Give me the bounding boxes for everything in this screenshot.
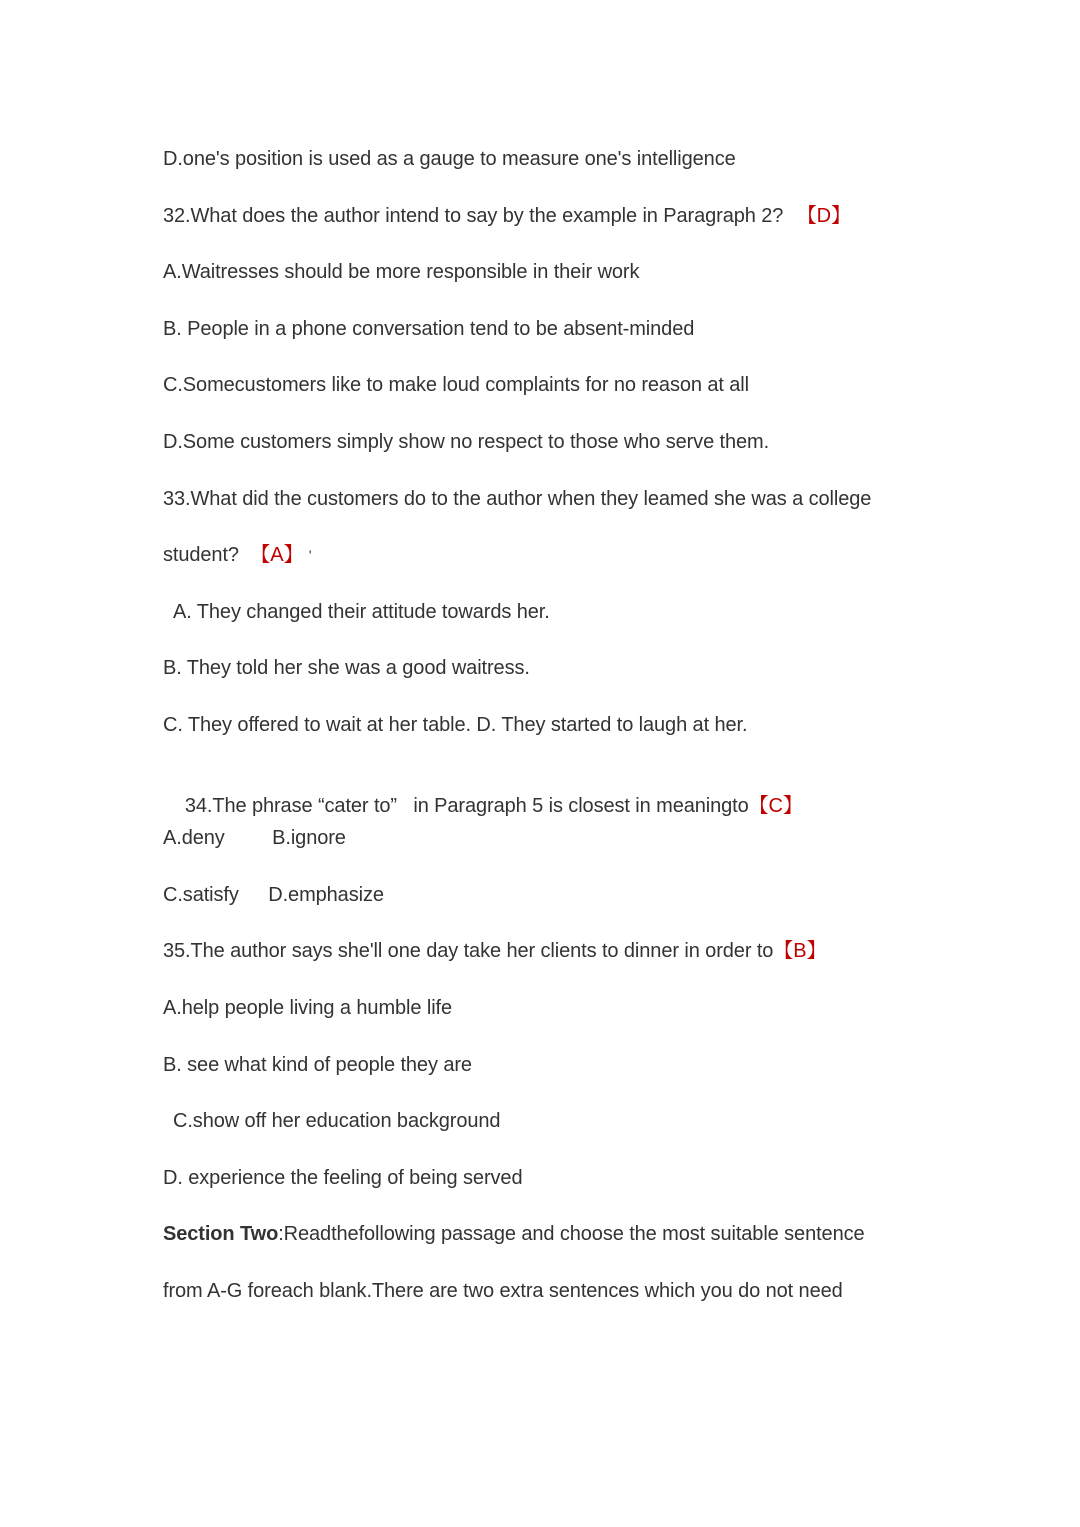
q35-option-b (163, 1053, 472, 1077)
q35-option-d (163, 1166, 522, 1190)
q33-option-cd-text: C. They offered to wait at her table. D. They started to laugh at her. (163, 714, 748, 736)
q32-answer: 【D】 (796, 205, 851, 227)
q32-option-b (163, 317, 694, 341)
q34-options-cd (163, 883, 384, 907)
q33-question-line2 (163, 543, 312, 567)
q33-option-cd (163, 713, 747, 737)
q35-option-c (173, 1109, 500, 1133)
q32-option-d-text: D.Some customers simply show no respect to those who serve them. (163, 431, 770, 453)
q33-option-a-text: A. They changed their attitude towards her. (173, 601, 550, 623)
q34-option-b: B.ignore (272, 827, 346, 849)
q34-option-d: D.emphasize (268, 884, 384, 906)
q34-option-a: A.deny (163, 827, 225, 849)
q33-question-line2-text: student? (163, 544, 239, 566)
q33-trailing-mark: ' (308, 547, 312, 563)
q33-answer: 【A】 (250, 544, 304, 566)
q34-question-text: 34.The phrase “cater to” in Paragraph 5 is closest in meaningto (184, 795, 749, 817)
q33-option-a (173, 600, 550, 624)
q31-option-d-text: D.one's position is used as a gauge to measure one's intelligence (163, 148, 736, 170)
q32-option-a (163, 260, 639, 284)
section-two-intro-line2 (163, 1279, 843, 1303)
q35-answer: 【B】 (773, 940, 827, 962)
q33-question-line1-text: 33.What did the customers do to the author when they leamed she was a college (163, 488, 872, 510)
q31-option-d (163, 147, 736, 171)
q35-option-b-text: B. see what kind of people they are (163, 1054, 472, 1076)
q33-option-b-text: B. They told her she was a good waitress. (163, 657, 530, 679)
q34-answer: 【C】 (748, 795, 803, 817)
q35-option-d-text: D. experience the feeling of being served (163, 1167, 523, 1189)
q35-question-text: 35.The author says she'll one day take her clients to dinner in order to (163, 940, 774, 962)
q32-option-c (163, 373, 749, 397)
q35-option-a-text: A.help people living a humble life (163, 997, 453, 1019)
section-two-intro-line1 (163, 1222, 865, 1246)
q34-option-c: C.satisfy (163, 884, 239, 906)
q33-question-line1 (163, 487, 871, 511)
q35-option-c-text: C.show off her education background (173, 1110, 501, 1132)
section-two-text-line2: from A-G foreach blank.There are two extra sentences which you do not need (163, 1280, 843, 1302)
section-two-heading: Section Two (163, 1223, 279, 1245)
q32-question-text: 32.What does the author intend to say by the example in Paragraph 2? (163, 205, 784, 227)
q35-question (163, 939, 826, 963)
q35-option-a (163, 996, 452, 1020)
q34-options-ab (163, 826, 346, 850)
q32-option-a-text: A.Waitresses should be more responsible in their work (163, 261, 640, 283)
q32-option-b-text: B. People in a phone conversation tend to be absent-minded (163, 318, 695, 340)
q33-option-b (163, 656, 530, 680)
q32-question (163, 204, 851, 228)
section-two-text-line1: :Readthefollowing passage and choose the most suitable sentence (278, 1223, 865, 1245)
q32-option-c-text: C.Somecustomers like to make loud complaints for no reason at all (163, 374, 749, 396)
q32-option-d (163, 430, 769, 454)
